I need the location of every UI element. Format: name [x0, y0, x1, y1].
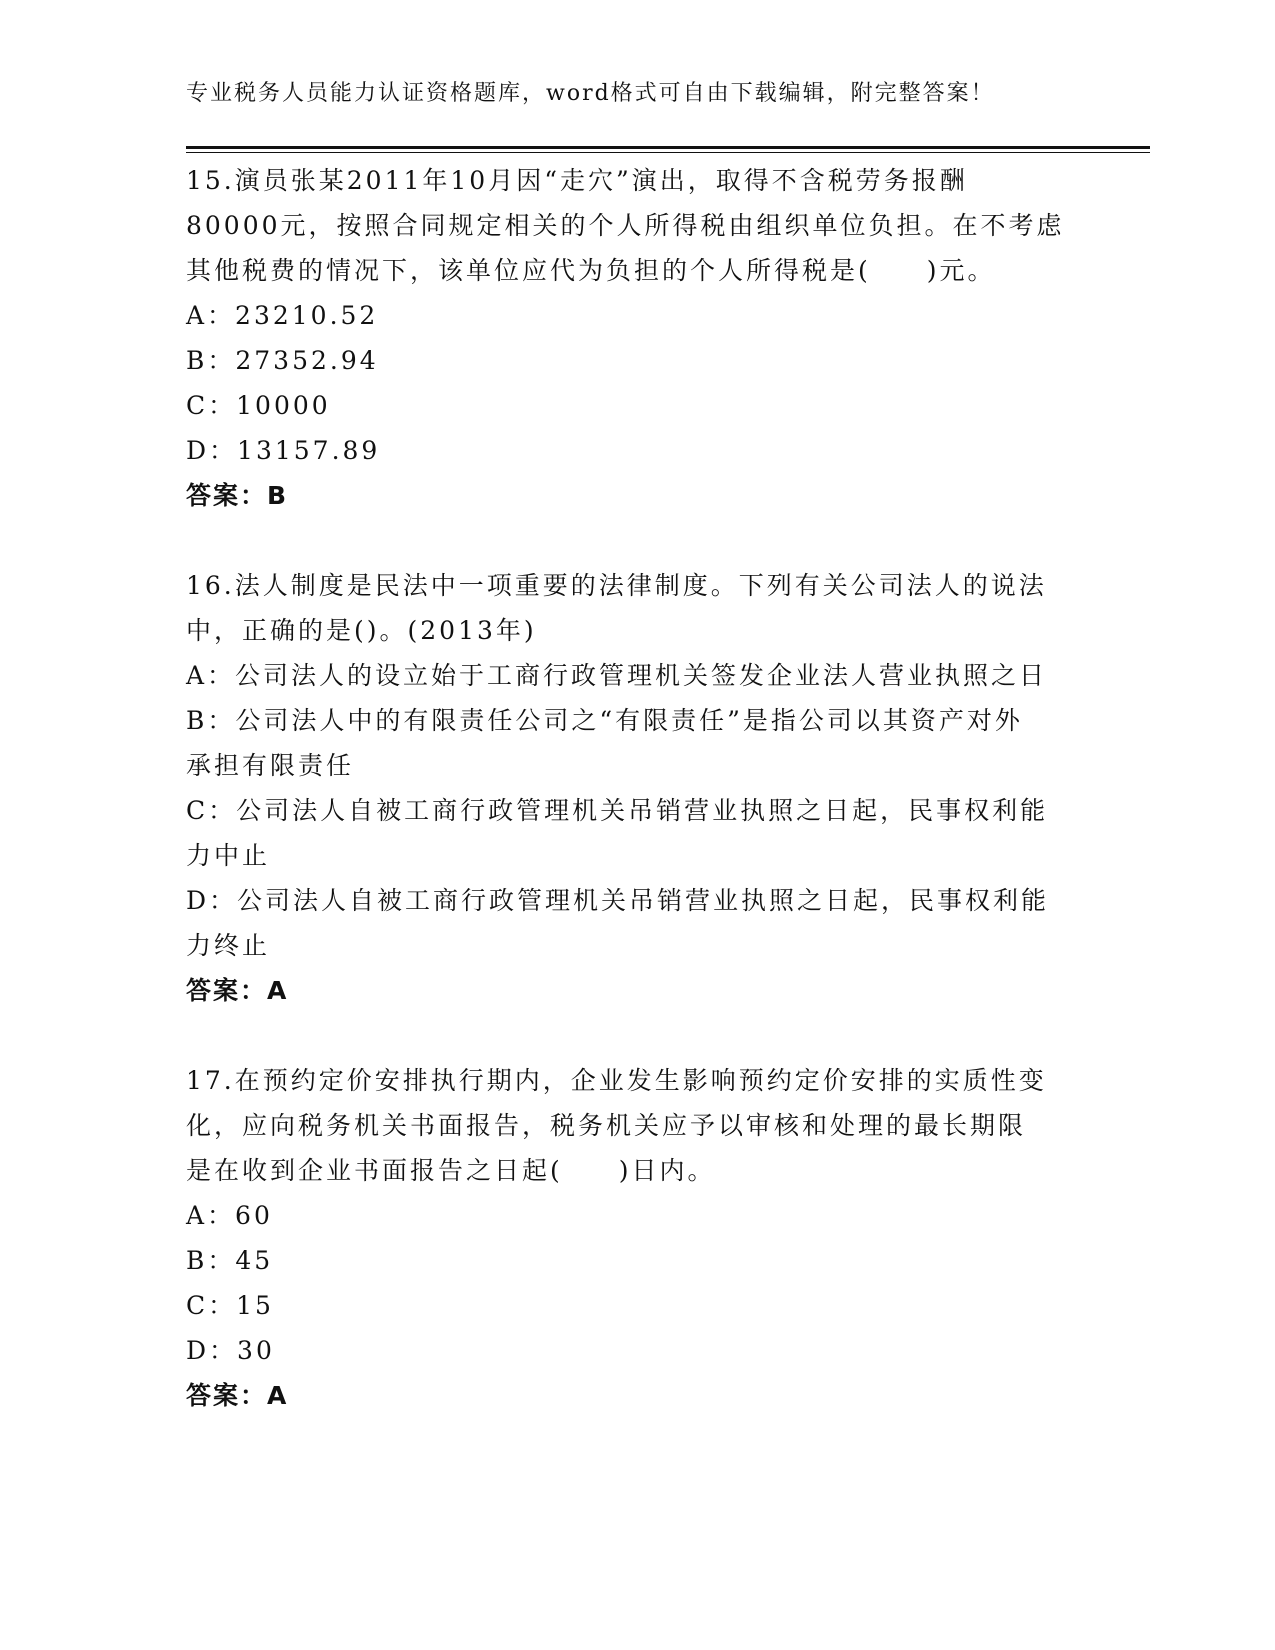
option-b: B：45 — [186, 1246, 274, 1275]
question-text-line: 中，正确的是()。(2013年) — [186, 616, 537, 645]
header-rule-thin — [186, 152, 1150, 153]
answer: 答案：A — [186, 1381, 289, 1410]
option-b-cont: 承担有限责任 — [186, 751, 355, 780]
answer: 答案：A — [186, 976, 289, 1005]
option-c: C：15 — [186, 1291, 274, 1320]
answer: 答案：B — [186, 481, 289, 510]
question-15 — [186, 158, 1086, 518]
option-d-cont: 力终止 — [186, 931, 271, 960]
question-list — [186, 158, 1086, 1418]
option-d: D：公司法人自被工商行政管理机关吊销营业执照之日起，民事权利能 — [186, 886, 1050, 915]
question-text-line: 化，应向税务机关书面报告，税务机关应予以审核和处理的最长期限 — [186, 1111, 1027, 1140]
option-c: C：10000 — [186, 391, 331, 420]
option-a: A：公司法人的设立始于工商行政管理机关签发企业法人营业执照之日 — [186, 661, 1048, 690]
question-text-line: 其他税费的情况下，该单位应代为负担的个人所得税是( )元。 — [186, 256, 996, 285]
question-text-line: 15.演员张某2011年10月因“走穴”演出，取得不含税劳务报酬 — [186, 166, 968, 195]
question-17 — [186, 1058, 1086, 1418]
question-text-line: 80000元，按照合同规定相关的个人所得税由组织单位负担。在不考虑 — [186, 211, 1065, 240]
option-c-cont: 力中止 — [186, 841, 271, 870]
spacer — [186, 1013, 1086, 1058]
option-a: A：23210.52 — [186, 301, 379, 330]
option-d: D：30 — [186, 1336, 275, 1365]
question-16 — [186, 563, 1086, 1013]
option-d: D：13157.89 — [186, 436, 381, 465]
option-b: B：27352.94 — [186, 346, 379, 375]
question-text-line: 是在收到企业书面报告之日起( )日内。 — [186, 1156, 716, 1185]
option-b: B：公司法人中的有限责任公司之“有限责任”是指公司以其资产对外 — [186, 706, 1023, 735]
page-header: 专业税务人员能力认证资格题库，word格式可自由下载编辑，附完整答案！ — [186, 81, 995, 106]
option-c: C：公司法人自被工商行政管理机关吊销营业执照之日起，民事权利能 — [186, 796, 1049, 825]
option-a: A：60 — [186, 1201, 273, 1230]
spacer — [186, 518, 1086, 563]
question-text-line: 16.法人制度是民法中一项重要的法律制度。下列有关公司法人的说法 — [186, 571, 1047, 600]
question-text-line: 17.在预约定价安排执行期内，企业发生影响预约定价安排的实质性变 — [186, 1066, 1047, 1095]
header-rule-thick — [186, 146, 1150, 149]
